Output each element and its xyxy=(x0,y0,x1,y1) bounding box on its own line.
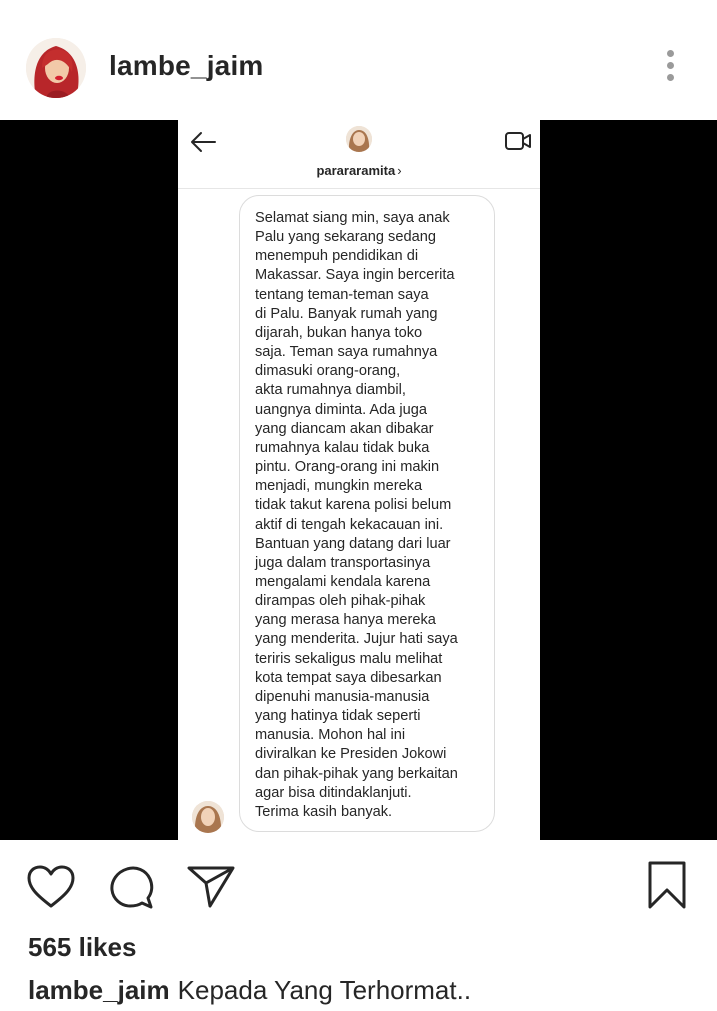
message-line: Palu yang sekarang sedang xyxy=(255,229,436,246)
message-line: dipenuhi manusia-manusia xyxy=(255,688,430,705)
message-line: akta rumahnya diambil, xyxy=(255,382,406,399)
message-line: yang merasa hanya mereka xyxy=(255,612,436,629)
message-line: yang diancam akan dibakar xyxy=(255,420,434,437)
message-line: aktif di tengah kekacauan ini. xyxy=(255,516,444,533)
message-line: dimasuki orang-orang, xyxy=(255,363,401,380)
caption-username[interactable]: lambe_jaim xyxy=(28,975,170,1005)
message-line: di Palu. Banyak rumah yang xyxy=(255,305,438,322)
message-line: rumahnya kalau tidak buka xyxy=(255,439,430,456)
post-media[interactable] xyxy=(0,120,717,840)
message-line: menempuh pendidikan di xyxy=(255,248,419,265)
bookmark-icon[interactable] xyxy=(646,860,688,910)
contact-name: parararamita › xyxy=(316,163,402,178)
message-line: menjadi, mungkin mereka xyxy=(255,478,423,495)
message-line: kota tempat saya dibesarkan xyxy=(255,669,442,686)
message-line: agar bisa ditindaklanjuti. xyxy=(255,784,412,801)
dm-screenshot xyxy=(178,120,540,840)
sender-avatar xyxy=(192,801,224,833)
message-bubble xyxy=(239,195,495,832)
message-line: manusia. Mohon hal ini xyxy=(255,727,406,744)
contact-avatar xyxy=(346,126,372,152)
heart-icon[interactable] xyxy=(26,864,76,910)
message-line: yang menderita. Jujur hati saya xyxy=(255,631,458,648)
chevron-right-icon: › xyxy=(397,163,402,178)
message-line: mengalami kendala karena xyxy=(255,573,431,590)
message-line: diviralkan ke Presiden Jokowi xyxy=(255,746,447,763)
paper-plane-icon[interactable] xyxy=(186,864,236,910)
likes-count[interactable]: 565 likes xyxy=(28,932,137,962)
comment-icon[interactable] xyxy=(107,864,155,910)
message-line: pintu. Orang-orang ini makin xyxy=(255,459,440,476)
message-line: uangnya diminta. Ada juga xyxy=(255,401,428,418)
post-header xyxy=(0,0,717,120)
message-line: Selamat siang min, saya anak xyxy=(255,210,450,226)
caption-text: Kepada Yang Terhormat.. xyxy=(177,975,472,1005)
dm-header xyxy=(178,120,540,189)
post-username[interactable]: lambe_jaim xyxy=(109,50,264,81)
more-vertical-icon[interactable] xyxy=(660,50,680,86)
post-actions xyxy=(0,840,717,920)
message-line: saja. Teman saya rumahnya xyxy=(255,344,438,361)
message-line: teriris sekaligus malu melihat xyxy=(255,650,443,667)
message-line: yang hatinya tidak seperti xyxy=(255,708,421,725)
profile-avatar[interactable] xyxy=(26,38,86,98)
arrow-left-icon xyxy=(188,130,218,154)
message-line: juga dalam transportasinya xyxy=(255,554,431,571)
post-caption xyxy=(28,975,471,1006)
message-line: dan pihak-pihak yang berkaitan xyxy=(255,765,458,782)
message-line: tentang teman-teman saya xyxy=(255,286,429,303)
avatar-illustration xyxy=(26,38,86,98)
video-camera-icon xyxy=(504,130,532,152)
message-line: tidak takut karena polisi belum xyxy=(255,497,452,514)
message-line: Terima kasih banyak. xyxy=(255,803,393,820)
message-line: Bantuan yang datang dari luar xyxy=(255,535,451,552)
message-line: dirampas oleh pihak-pihak xyxy=(255,593,426,610)
message-line: dijarah, bukan hanya toko xyxy=(255,324,423,341)
message-line: Makassar. Saya ingin bercerita xyxy=(255,267,455,284)
